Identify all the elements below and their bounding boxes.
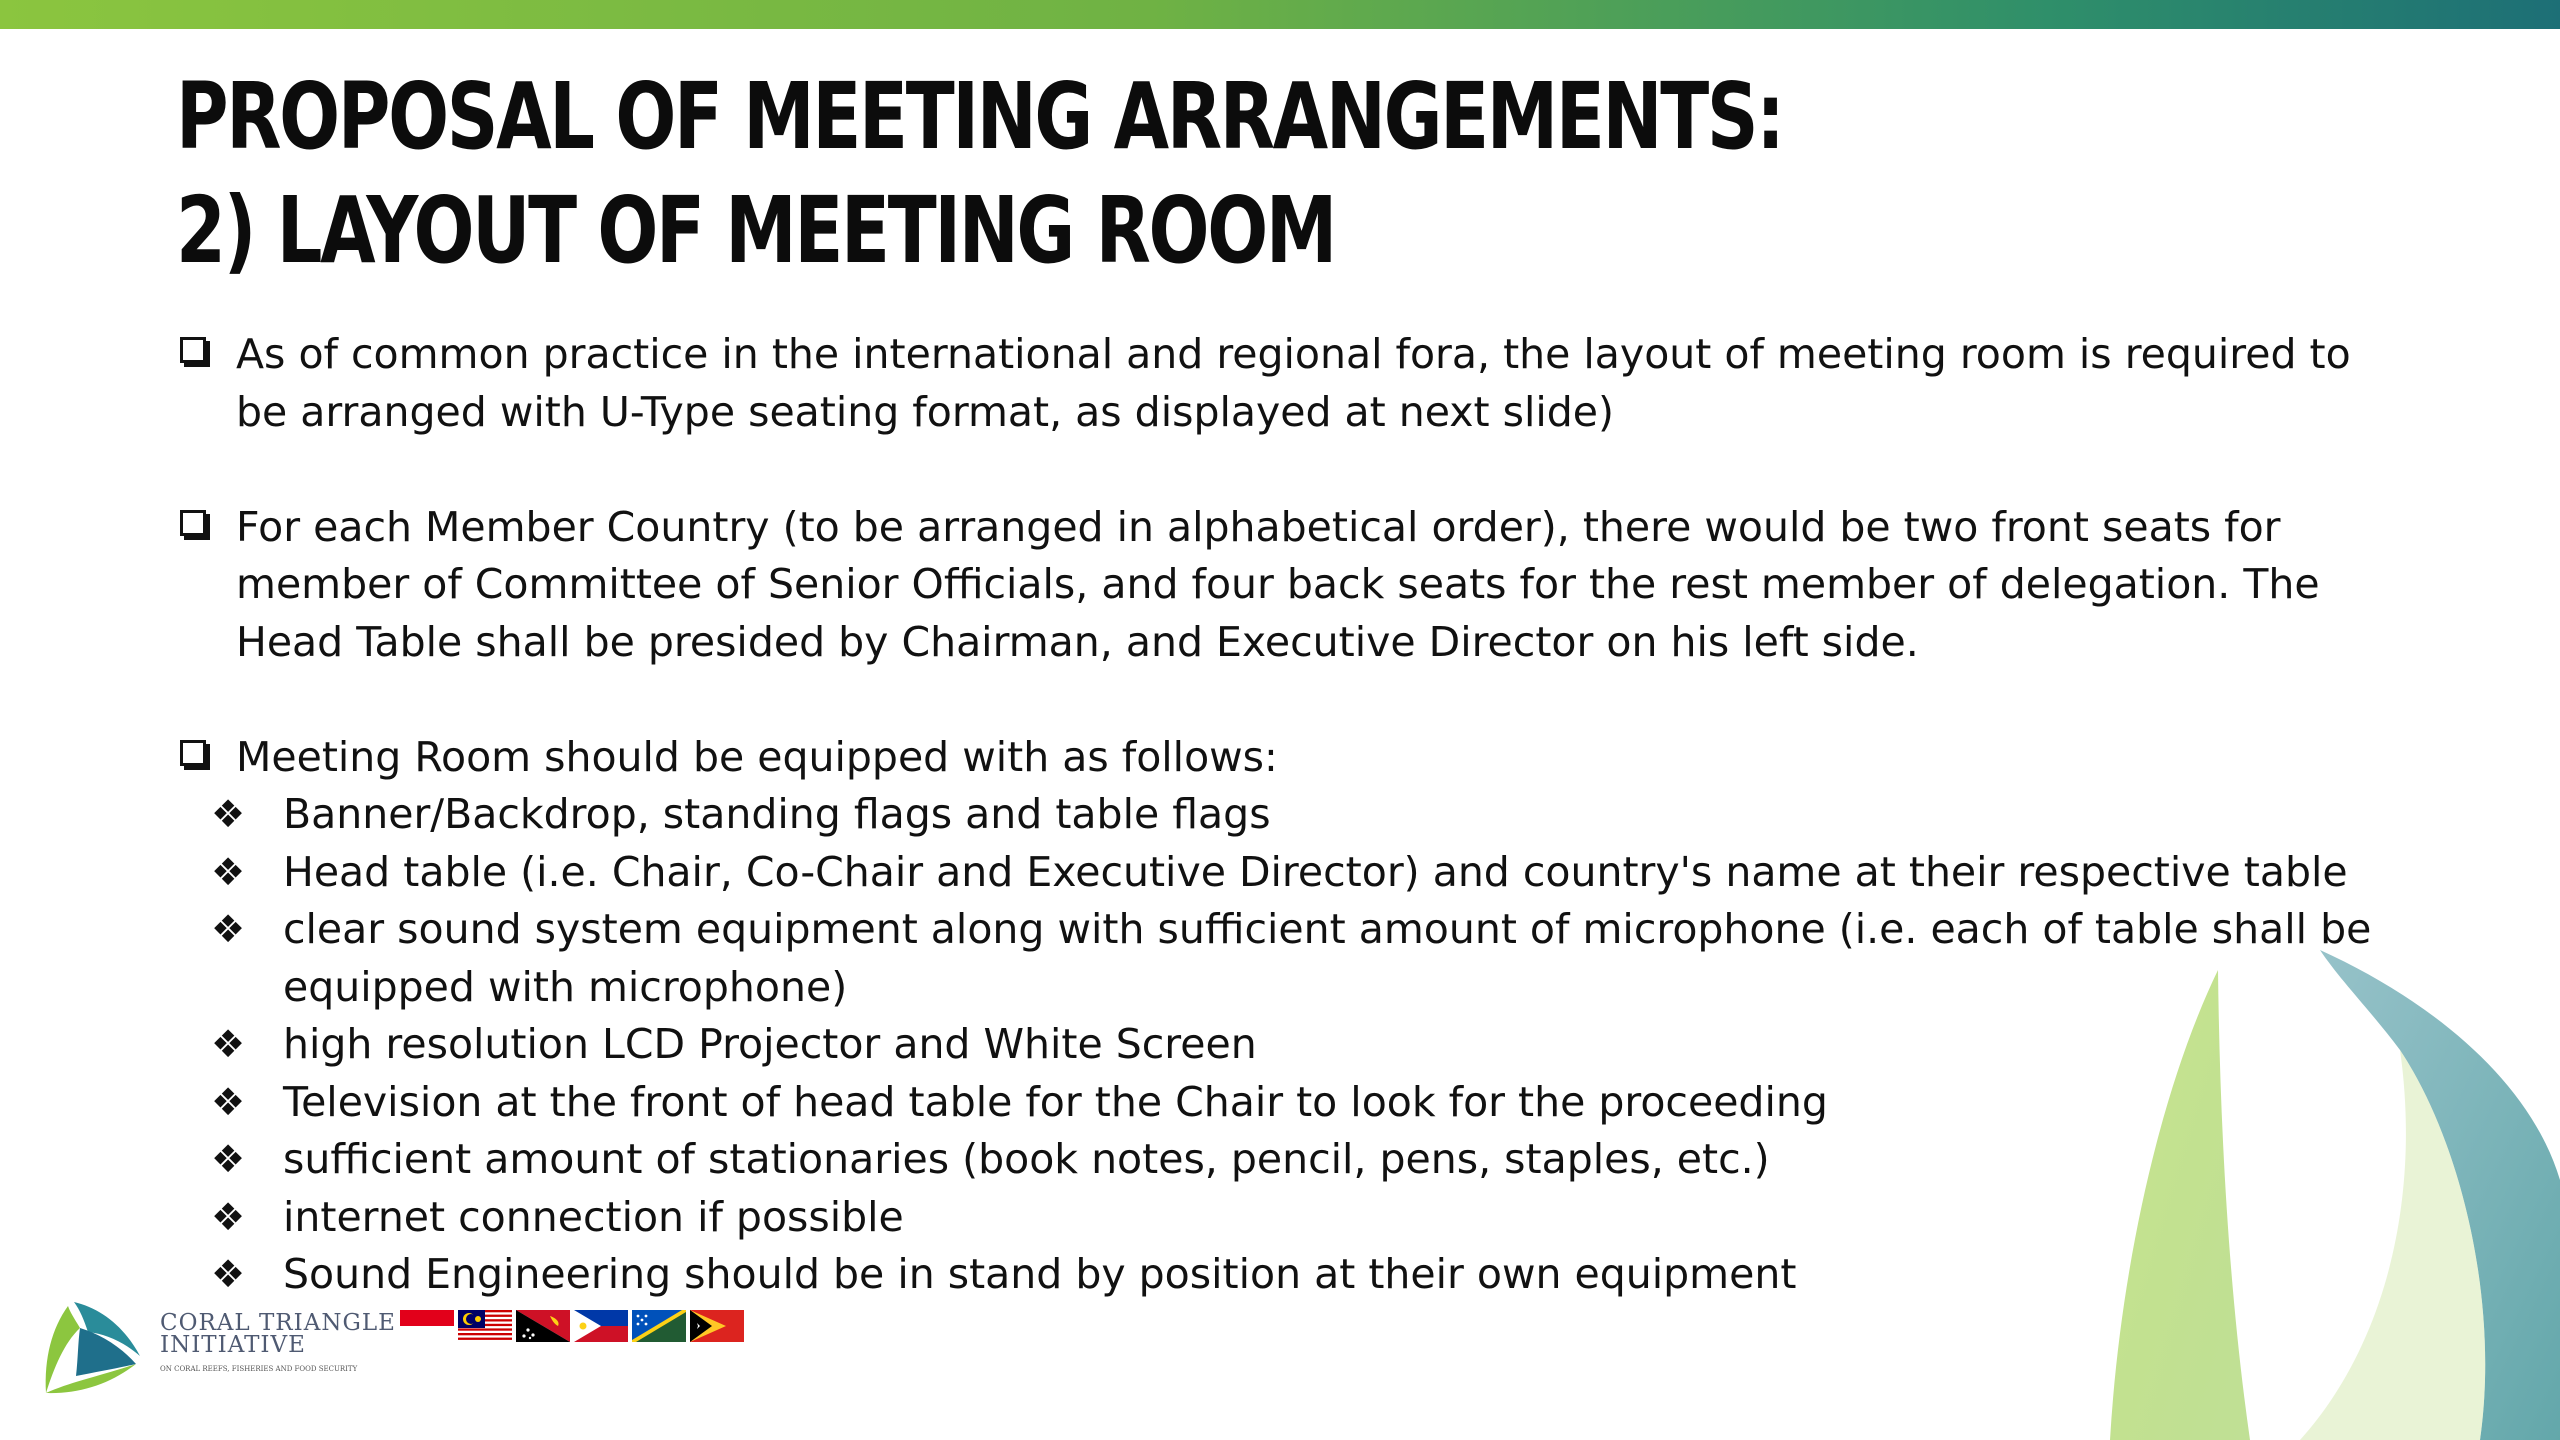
sub-bullet-text: Head table (i.e. Chair, Co-Chair and Executive Director) and country's name at their respective table <box>283 847 2348 896</box>
sub-bullet-text: clear sound system equipment along with sufficient amount of microphone (i.e. each of table shall be equipped with microphone) <box>283 905 2372 1011</box>
sub-bullet-item <box>211 1074 2396 1132</box>
footer-logo <box>40 1298 760 1398</box>
title-line-1: PROPOSAL OF MEETING ARRANGEMENTS: <box>176 63 1783 170</box>
bullet-item <box>176 499 2396 672</box>
sub-bullet-item <box>211 786 2396 844</box>
sub-bullet-text: sufficient amount of stationaries (book notes, pencil, pens, staples, etc.) <box>283 1135 1770 1183</box>
diamond-bullet-icon: ❖ <box>211 1137 246 1181</box>
logo-tagline: ON CORAL REEFS, FISHERIES AND FOOD SECURITY <box>160 1365 358 1373</box>
bullet-text: As of common practice in the international and regional fora, the layout of meeting room is required to be arranged with U-Type seating format, as displayed at next slide) <box>236 330 2351 436</box>
slide-body <box>176 326 2396 1304</box>
checkbox-bullet-icon <box>180 740 206 766</box>
sub-bullet-item <box>211 901 2396 1016</box>
solomon-islands-flag <box>632 1310 686 1342</box>
member-country-flags <box>400 1310 744 1342</box>
title-line-2: 2) LAYOUT OF MEETING ROOM <box>176 177 1335 284</box>
diamond-bullet-icon: ❖ <box>211 1079 246 1124</box>
sub-bullet-item <box>211 1189 2396 1247</box>
diamond-bullet-icon: ❖ <box>211 907 246 951</box>
coral-triangle-logo-icon <box>40 1298 145 1398</box>
papua-new-guinea-flag <box>516 1310 570 1342</box>
bullet-text: For each Member Country (to be arranged in alphabetical order), there would be two front seats for member of Committee of Senior Officials, and four back seats for the rest member of delegation. The Head Table shall be presided by Chairman, and Executive Director on his left side. <box>236 502 2320 666</box>
diamond-bullet-icon: ❖ <box>211 1022 246 1066</box>
sub-bullet-text: internet connection if possible <box>283 1192 904 1241</box>
sub-bullet-text: high resolution LCD Projector and White Screen <box>283 1020 1257 1068</box>
sub-bullet-item <box>211 1246 2396 1304</box>
logo-text-line-1: CORAL TRIANGLE <box>160 1310 396 1336</box>
indonesia-flag <box>400 1310 454 1342</box>
logo-text <box>160 1312 396 1374</box>
checkbox-bullet-icon <box>180 510 206 536</box>
sub-bullet-item <box>211 844 2396 902</box>
diamond-bullet-icon: ❖ <box>211 1252 246 1296</box>
sub-bullet-text: Sound Engineering should be in stand by position at their own equipment <box>283 1250 1797 1298</box>
equipment-list <box>176 786 2396 1304</box>
sub-bullet-text: Television at the front of head table for the Chair to look for the proceeding <box>283 1077 1828 1126</box>
diamond-bullet-icon: ❖ <box>211 1194 246 1239</box>
bullet-item <box>176 326 2396 441</box>
checkbox-bullet-icon <box>180 337 206 363</box>
slide-title <box>176 60 1783 288</box>
bullet-text: Meeting Room should be equipped with as follows: <box>236 732 1278 781</box>
diamond-bullet-icon: ❖ <box>211 792 246 836</box>
bullet-item <box>176 729 2396 787</box>
malaysia-flag <box>458 1310 512 1342</box>
top-accent-bar <box>0 0 2560 29</box>
sub-bullet-item <box>211 1131 2396 1189</box>
logo-text-line-2: INITIATIVE <box>160 1332 306 1358</box>
philippines-flag <box>574 1310 628 1342</box>
timor-leste-flag <box>690 1310 744 1342</box>
sub-bullet-text: Banner/Backdrop, standing flags and table flags <box>283 790 1271 838</box>
diamond-bullet-icon: ❖ <box>211 849 246 894</box>
decorative-swoosh-graphic <box>2100 940 2560 1440</box>
sub-bullet-item <box>211 1016 2396 1074</box>
